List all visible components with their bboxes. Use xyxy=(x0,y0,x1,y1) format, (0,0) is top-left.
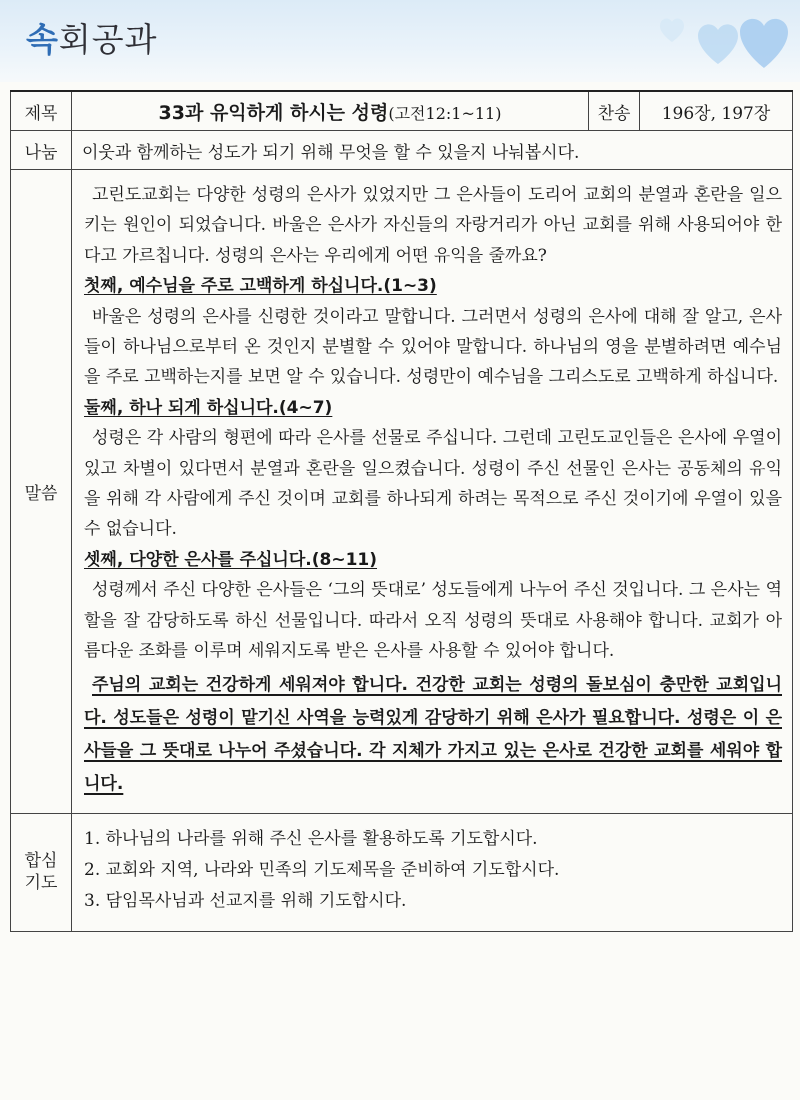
title-label: 제목 xyxy=(11,91,72,131)
word-label: 말씀 xyxy=(11,170,72,814)
share-label: 나눔 xyxy=(11,131,72,170)
point-text: 성령께서 주신 다양한 은사들은 ‘그의 뜻대로’ 성도들에게 나누어 주신 것입니다. 그 은사는 역할을 잘 감당하도록 하신 선물입니다. 따라서 오직 성령의 뜻대로 사용해야 합니다. 교회가 아름다운 조화를 이루며 세워지도록 받은 은사를 사용할 수 있어야 합니다. xyxy=(84,580,782,662)
prayer-row xyxy=(11,813,793,931)
prayer-label-line2: 기도 xyxy=(24,873,58,893)
share-row xyxy=(11,131,793,170)
point-heading: 첫째, 예수님을 주로 고백하게 하십니다.(1~3) xyxy=(84,276,437,297)
header-banner xyxy=(0,0,800,82)
hymn-value: 196장, 197장 xyxy=(640,91,793,131)
lesson-title xyxy=(72,91,589,131)
title-row xyxy=(11,91,793,131)
heart-icon xyxy=(640,6,790,80)
share-text: 이웃과 함께하는 성도가 되기 위해 무엇을 할 수 있을지 나눠봅시다. xyxy=(72,131,793,170)
lesson-title-ref: (고전12:1~11) xyxy=(388,103,502,123)
prayer-item: 2. 교회와 지역, 나라와 민족의 기도제목을 준비하여 기도합시다. xyxy=(84,859,560,880)
lesson-table xyxy=(10,90,793,932)
hymn-label: 찬송 xyxy=(589,91,640,131)
word-row xyxy=(11,170,793,814)
brand-first-char: 속 xyxy=(26,20,59,59)
prayer-list xyxy=(72,813,793,931)
point-text: 성령은 각 사람의 형편에 따라 은사를 선물로 주십니다. 그런데 고린도교인들은 은사에 우열이 있고 차별이 있다면서 분열과 혼란을 일으켰습니다. 성령이 주신 선물인 은사는 공동체의 유익을 위해 각 사람에게 주신 것이며 교회를 하나되게 하려는 목적으로 주신 것이기에 우열이 있을 수 없습니다. xyxy=(84,428,782,540)
prayer-item: 3. 담임목사님과 선교지를 위해 기도합시다. xyxy=(84,890,407,911)
lesson-title-main: 33과 유익하게 하시는 성령 xyxy=(158,101,389,124)
word-intro: 고린도교회는 다양한 성령의 은사가 있었지만 그 은사들이 도리어 교회의 분열과 혼란을 일으키는 원인이 되었습니다. 바울은 은사가 자신들의 자랑거리가 아닌 교회를 위해 사용되어야 한다고 가르칩니다. 성령의 은사는 우리에게 어떤 유익을 줄까요? xyxy=(84,185,782,266)
word-conclusion: 주님의 교회는 건강하게 세워져야 합니다. 건강한 교회는 성령의 돌보심이 충만한 교회입니다. 성도들은 성령이 맡기신 사역을 능력있게 감당하기 위해 은사가 필요합니다. 성령은 이 은사들을 그 뜻대로 나누어 주셨습니다. 각 지체가 가지고 있는 은사로 건강한 교회를 세워야 합니다. xyxy=(84,674,782,794)
point-heading: 셋째, 다양한 은사를 주십니다.(8~11) xyxy=(84,549,378,570)
word-body xyxy=(72,170,793,814)
prayer-item: 1. 하나님의 나라를 위해 주신 은사를 활용하도록 기도합시다. xyxy=(84,828,538,849)
prayer-label-line1: 합심 xyxy=(24,851,58,871)
prayer-label xyxy=(11,813,72,931)
brand-title xyxy=(26,14,158,61)
brand-rest: 회공과 xyxy=(58,20,158,59)
point-heading: 둘째, 하나 되게 하십니다.(4~7) xyxy=(84,397,333,418)
point-text: 바울은 성령의 은사를 신령한 것이라고 말합니다. 그러면서 성령의 은사에 대해 잘 알고, 은사들이 하나님으로부터 온 것인지 분별할 수 있어야 말합니다. 하나님의 영을 분별하려면 예수님을 주로 고백하는지를 보면 알 수 있습니다. 성령만이 예수님을 그리스도로 고백하게 하십니다. xyxy=(84,306,782,388)
